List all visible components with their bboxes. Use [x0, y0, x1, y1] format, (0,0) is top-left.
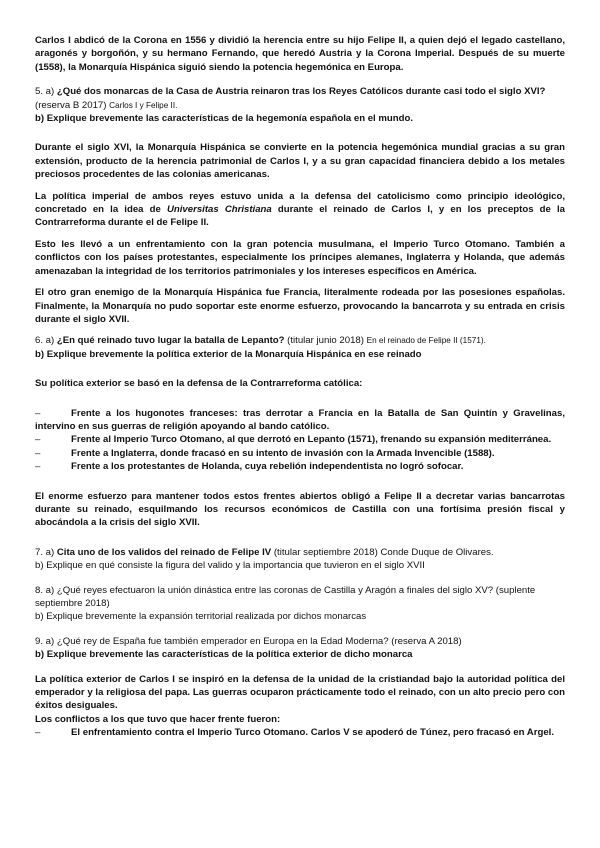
question-9a-text: ¿Qué rey de España fue también emperador en Europa en la Edad Moderna? — [56, 635, 389, 647]
list-dash: – — [35, 434, 41, 446]
question-9 — [35, 635, 565, 662]
question-8a-text: ¿Qué reyes efectuaron la unión dinástica entre las coronas de Castilla y Aragón a finales del siglo XV? — [56, 584, 494, 596]
question-6b: b) Explique brevemente la política exterior de la Monarquía Hispánica en ese reinado — [35, 348, 422, 360]
question-5 — [35, 85, 565, 125]
paragraph-conflicts-intro: Los conflictos a los que tuvo que hacer frente fueron: — [35, 713, 281, 725]
list-item-text: Frente al Imperio Turco Otomano, al que derrotó en Lepanto (1571), frenando su expansión mediterránea. — [71, 434, 552, 446]
question-7 — [35, 546, 565, 573]
list-dash: – — [35, 407, 41, 419]
question-5b: b) Explique brevemente las características de la hegemonía española en el mundo. — [35, 113, 414, 125]
list-dash: – — [35, 447, 41, 459]
paragraph-counter-reformation: Su política exterior se basó en la defensa de la Contrarreforma católica: — [35, 378, 363, 390]
question-8a-number: 8. a) — [35, 584, 57, 596]
question-7a-text: Cita uno de los validos del reinado de Felipe IV — [56, 546, 272, 558]
question-8b: b) Explique brevemente la expansión territorial realizada por dichos monarcas — [35, 611, 367, 623]
question-7a-number: 7. a) — [35, 546, 57, 558]
question-6a-answer: En el reinado de Felipe II (1571). — [366, 336, 486, 346]
question-5a-text: ¿Qué dos monarcas de la Casa de Austria reinaron tras los Reyes Católicos durante casi todo el siglo XVI? — [56, 86, 546, 98]
question-6a-text: ¿En qué reinado tuvo lugar la batalla de Lepanto? — [56, 335, 285, 347]
list-dash: – — [35, 727, 41, 739]
question-6 — [35, 334, 565, 361]
list-item — [35, 460, 565, 473]
question-7a-reference: (titular septiembre 2018) — [271, 546, 381, 558]
paragraph-imperial-policy-b: durante el reinado de Carlos I, y en los preceptos de la Contrarreforma durante el de Felipe II. — [35, 204, 565, 229]
paragraph-imperial-policy-italic: Universitas Christiana — [166, 204, 272, 216]
paragraph-hegemony: Durante el siglo XVI, la Monarquía Hispánica se convierte en la potencia hegemónica mundial gracias a su gran extensión, producto de la herencia patrimonial de Carlos I, y a su gran capacidad financiera debido a los metales preciosos procedentes de las colonias americanas. — [35, 142, 565, 181]
list-item — [35, 433, 565, 446]
question-7a — [35, 546, 565, 559]
question-5a — [35, 85, 565, 112]
list-item — [35, 447, 565, 460]
paragraph-bankruptcy: El enorme esfuerzo para mantener todos estos frentes abiertos obligó a Felipe II a decretar varias bancarrotas durante su reinado, esquilmando los recursos económicos de Castilla con una fortísima presión fiscal y abocándola a la crisis del siglo XVII. — [35, 490, 565, 529]
paragraph-imperial-policy-a: La política imperial de ambos reyes estuvo unida a la defensa del catolicismo como principio ideológico, concretado en la idea de — [35, 190, 565, 216]
list-dash: – — [35, 461, 41, 473]
question-6a — [35, 334, 565, 347]
question-5a-answer: Carlos I y Felipe II. — [109, 100, 178, 110]
list-item-text: Frente a los hugonotes franceses: tras derrotar a Francia en la Batalla de San Quintín y Gravelinas, intervino en sus guerras de religión apoyando al bando católico. — [35, 407, 565, 432]
list-item-text: El enfrentamiento contra el Imperio Turco Otomano. Carlos V se apoderó de Túnez, pero fracasó en Argel. — [71, 727, 554, 739]
conflicts-list — [35, 726, 565, 739]
fronts-list — [35, 407, 565, 474]
paragraph-ottoman: Esto les llevó a un enfrentamiento con la gran potencia musulmana, el Imperio Turco Otomano. También a conflictos con los países protestantes, especialmente los príncipes alemanes, Inglaterra y Holanda, que además amenazaban la integridad de los territorios patrimoniales y los intereses específicos en América. — [35, 238, 565, 277]
question-7a-answer: Conde Duque de Olivares. — [380, 546, 494, 558]
question-8a — [35, 584, 565, 611]
question-9a — [35, 635, 565, 648]
question-5a-number: 5. a) — [35, 86, 57, 98]
list-item — [35, 726, 565, 739]
question-6a-number: 6. a) — [35, 335, 57, 347]
question-9a-reference: (reserva A 2018) — [388, 635, 462, 647]
question-8 — [35, 584, 565, 624]
question-9b: b) Explique brevemente las características de la política exterior de dicho monarca — [35, 649, 413, 661]
question-7b: b) Explique en qué consiste la figura del valido y la importancia que tuvieron en el siglo XVII — [35, 560, 425, 572]
paragraph-france: El otro gran enemigo de la Monarquía Hispánica fue Francia, literalmente rodeada por las posesiones españolas. Finalmente, la Monarquía no pudo soportar este enorme esfuerzo, provocando la bancarrota y su entrada en crisis durante el siglo XVII. — [35, 287, 565, 325]
document-page — [35, 34, 565, 740]
list-item-text: Frente a Inglaterra, donde fracasó en su intento de invasión con la Armada Invencible (1588). — [71, 447, 495, 459]
question-5a-reference: (reserva B 2017) — [35, 99, 110, 111]
paragraph-imperial-policy — [35, 190, 565, 230]
question-8a-reference: (suplente septiembre 2018) — [35, 584, 536, 609]
question-6a-reference: (titular junio 2018) — [284, 335, 367, 347]
paragraph-abdication: Carlos I abdicó de la Corona en 1556 y dividió la herencia entre su hijo Felipe II, a quien dejó el legado castellano, aragonés y borgoñón, y su hermano Fernando, que heredó Austria y la Corona Imperial. Después de su muerte (1558), la Monarquía Hispánica siguió siendo la potencia hegemónica en Europa. — [35, 35, 565, 73]
question-9a-number: 9. a) — [35, 635, 57, 647]
paragraph-charles-policy: La política exterior de Carlos I se inspiró en la defensa de la unidad de la cristiandad bajo la autoridad política del emperador y la religiosa del papa. Las guerras ocuparon prácticamente todo el reinado, con un alto precio pero con éxitos desiguales. — [35, 673, 565, 712]
list-item — [35, 407, 565, 434]
list-item-text: Frente a los protestantes de Holanda, cuya rebelión independentista no logró sofocar. — [71, 461, 464, 473]
